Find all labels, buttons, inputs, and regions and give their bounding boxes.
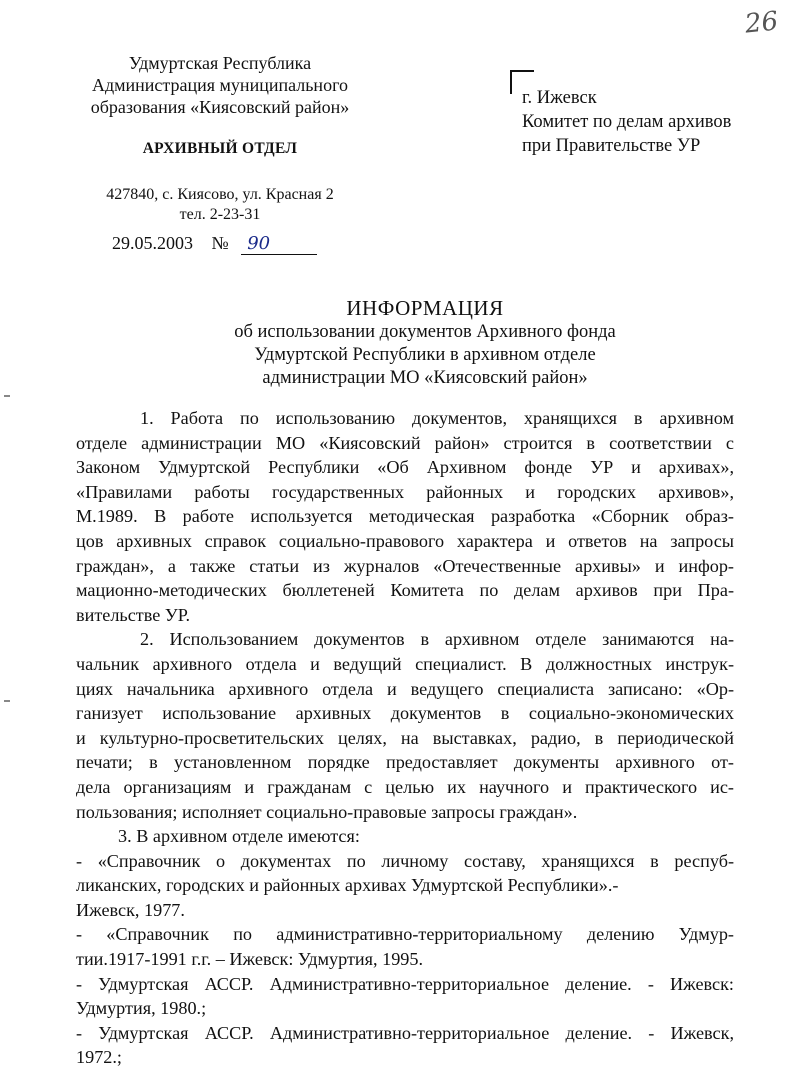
phone-line: тел. 2-23-31 bbox=[179, 206, 261, 223]
paragraph-line: печати; в установленном порядке предоставляет документы архивного от- bbox=[76, 752, 734, 773]
paragraph-line: дела организациям и гражданам с целью их научного и практического ис- bbox=[76, 776, 734, 797]
list-item-line: Ижевск, 1977. bbox=[76, 899, 185, 920]
sender-line: образования «Киясовский район» bbox=[90, 97, 350, 117]
recipient-line: г. Ижевск bbox=[522, 88, 597, 108]
list-item-line: - «Справочник о документах по личному составу, хранящихся в респуб- bbox=[76, 850, 734, 871]
sender-organization bbox=[60, 52, 380, 118]
recipient-line: Комитет по делам архивов bbox=[522, 112, 732, 132]
list-item-line: ликанских, городских и районных архивах Удмуртской Республики».- bbox=[76, 875, 619, 896]
body-text bbox=[76, 406, 734, 1070]
paragraph-line: вительстве УР. bbox=[76, 604, 191, 625]
date-number-row bbox=[112, 233, 317, 255]
list-item-line: - Удмуртская АССР. Административно-территориальное деление. - Ижевск, bbox=[76, 1022, 734, 1043]
number-sign: № bbox=[211, 233, 229, 253]
paragraph-line: М.1989. В работе используется методическая разработка «Сборник образ- bbox=[76, 506, 734, 527]
paragraph-line: «Правилами работы государственных районных и городских архивов», bbox=[76, 481, 734, 502]
paragraph-line: чальник архивного отдела и ведущий специалист. В должностных инструк- bbox=[76, 653, 734, 674]
list-item-line: 1972.; bbox=[76, 1047, 122, 1068]
paragraph-line: отделе администрации МО «Киясовский район» строится в соответствии с bbox=[76, 432, 734, 453]
recipient-line: при Правительстве УР bbox=[522, 136, 701, 156]
document-title: ИНФОРМАЦИЯ bbox=[346, 296, 504, 320]
document-number: 90 bbox=[241, 233, 317, 255]
margin-mark bbox=[4, 700, 10, 702]
paragraph-line: циях начальника архивного отдела и ведущего специалиста записано: «Ор- bbox=[76, 678, 734, 699]
subtitle-line: об использовании документов Архивного фонда bbox=[234, 322, 616, 342]
paragraph-line: 1. Работа по использованию документов, хранящихся в архивном bbox=[140, 408, 734, 428]
list-item-line: Удмуртия, 1980.; bbox=[76, 998, 207, 1019]
paragraph-line: и культурно-просветительских целях, на выставках, радио, в периодической bbox=[76, 727, 734, 748]
paragraph-line: 2. Использованием документов в архивном отделе занимаются на- bbox=[140, 629, 734, 650]
sender-address bbox=[60, 185, 380, 225]
paragraph-line: граждан», а также статьи из журналов «Отечественные архивы» и инфор- bbox=[76, 555, 734, 576]
sender-line: Администрация муниципального bbox=[91, 75, 349, 95]
list-item-line: - Удмуртская АССР. Административно-территориальное деление. - Ижевск: bbox=[76, 973, 734, 994]
paragraph-line: ганизует использование архивных документов в социально-экономических bbox=[76, 703, 734, 724]
subtitle-line: администрации МО «Киясовский район» bbox=[262, 368, 588, 388]
address-line: 427840, с. Киясово, ул. Красная 2 bbox=[106, 186, 334, 203]
recipient-block bbox=[522, 86, 731, 158]
document-date: 29.05.2003 bbox=[112, 233, 193, 253]
page-number: 26 bbox=[743, 6, 780, 40]
department-name: АРХИВНЫЙ ОТДЕЛ bbox=[142, 140, 298, 157]
paragraph-line: 3. В архивном отделе имеются: bbox=[118, 826, 360, 847]
list-item-line: - «Справочник по административно-территориальному делению Удмур- bbox=[76, 924, 734, 945]
margin-mark bbox=[4, 395, 10, 397]
list-item-line: тии.1917-1991 г.г. – Ижевск: Удмуртия, 1995. bbox=[76, 949, 424, 970]
document-subtitle bbox=[0, 321, 800, 390]
paragraph-line: Законом Удмуртской Республики «Об Архивном фонде УР и архивах», bbox=[76, 457, 734, 478]
paragraph-line: мационно-методических бюллетеней Комитета по делам архивов при Пра- bbox=[76, 580, 734, 601]
paragraph-line: цов архивных справок социально-правового характера и ответов на запросы bbox=[76, 530, 734, 551]
paragraph-line: пользования; исполняет социально-правовые запросы граждан». bbox=[76, 801, 578, 822]
sender-line: Удмуртская Республика bbox=[128, 53, 312, 73]
subtitle-line: Удмуртской Республики в архивном отделе bbox=[254, 345, 596, 365]
